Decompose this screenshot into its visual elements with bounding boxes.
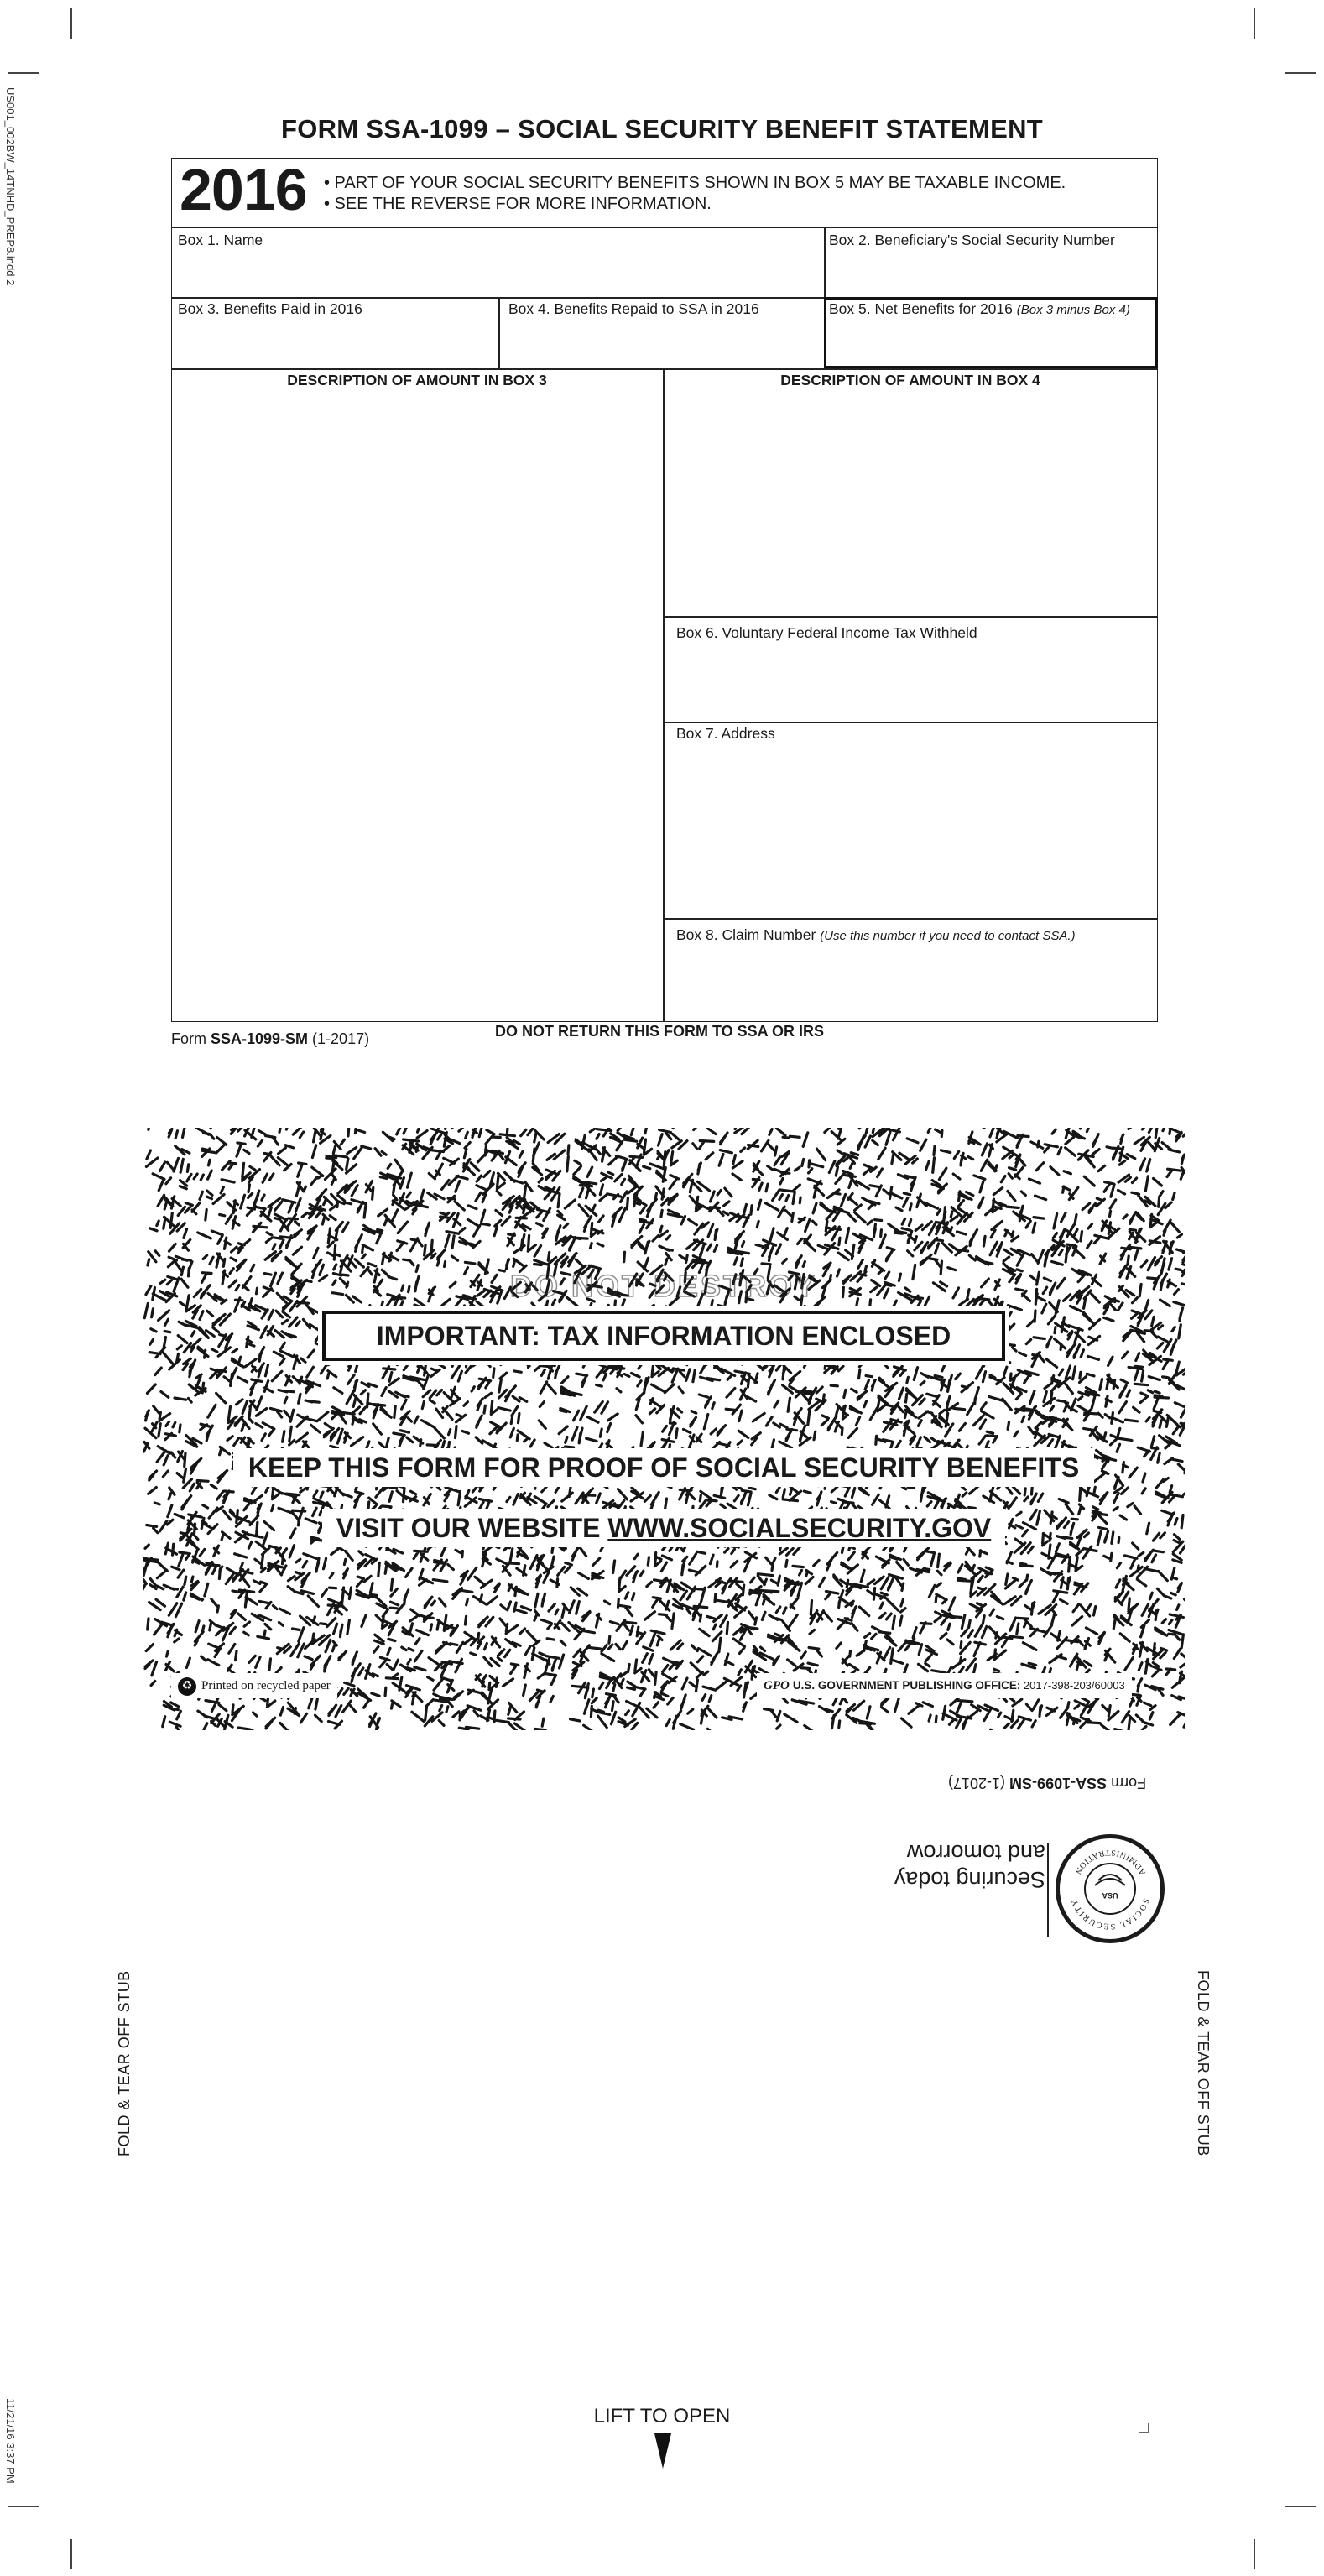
ssa-seal-icon <box>1056 1834 1165 1943</box>
box5-note: (Box 3 minus Box 4) <box>1016 303 1130 317</box>
ghost-text: DO NOT DESTROY <box>509 1269 818 1303</box>
divider <box>498 297 500 369</box>
form-title: FORM SSA-1099 – SOCIAL SECURITY BENEFIT STATEMENT <box>280 114 1044 143</box>
important-banner: IMPORTANT: TAX INFORMATION ENCLOSED <box>322 1311 1005 1361</box>
divider <box>663 616 1158 618</box>
ssa-tagline <box>894 1839 1045 1893</box>
box1-label: Box 1. Name <box>178 232 263 248</box>
box5-label <box>829 300 1130 318</box>
gpo-logo: GPO <box>764 1679 790 1692</box>
fold-label-right: FOLD & TEAR OFF STUB <box>1195 1970 1212 2156</box>
crop-mark <box>70 2539 72 2569</box>
divider <box>663 368 665 1022</box>
stub-form-id <box>948 1774 1146 1791</box>
desc-box3-header: DESCRIPTION OF AMOUNT IN BOX 3 <box>287 372 547 388</box>
fold-label-left: FOLD & TEAR OFF STUB <box>116 1970 133 2156</box>
visit-website-notice <box>322 1509 1005 1547</box>
desc-box4-header: DESCRIPTION OF AMOUNT IN BOX 4 <box>780 372 1040 388</box>
box7-label: Box 7. Address <box>676 725 775 742</box>
arrow-down-icon <box>654 2433 671 2469</box>
crop-mark <box>1254 8 1255 39</box>
tax-year: 2016 <box>180 157 307 222</box>
crop-mark <box>1254 2539 1255 2569</box>
seal-top-text: SOCIAL SECURITY <box>1069 1896 1151 1932</box>
seal-divider <box>1047 1843 1049 1937</box>
crop-mark <box>1285 72 1316 74</box>
form-id-footer <box>171 1030 369 1048</box>
divider <box>171 368 1158 370</box>
box3-label: Box 3. Benefits Paid in 2016 <box>178 300 362 317</box>
stub-form-number: SSA-1099-SM <box>1009 1775 1108 1791</box>
notice-line-1: • PART OF YOUR SOCIAL SECURITY BENEFITS SHOWN IN BOX 5 MAY BE TAXABLE INCOME. <box>324 174 1066 192</box>
divider <box>171 227 1158 228</box>
envelope-window <box>143 1128 1185 1730</box>
keep-form-notice: KEEP THIS FORM FOR PROOF OF SOCIAL SECURITY BENEFITS <box>233 1448 1094 1487</box>
visit-prefix: VISIT OUR WEBSITE <box>336 1513 608 1543</box>
form-id-prefix: Form <box>171 1030 211 1047</box>
security-pattern <box>143 1128 1185 1730</box>
tagline-line-2: and tomorrow <box>906 1840 1045 1865</box>
svg-text:ADMINISTRATION <box>1072 1848 1148 1877</box>
gpo-imprint <box>757 1673 1132 1698</box>
gpo-code: 2017-398-203/60003 <box>1020 1679 1125 1692</box>
stub-form-prefix: Form <box>1107 1775 1147 1791</box>
file-slug: US001_002BW_14TNHD_PREP8.indd 2 <box>4 87 17 286</box>
crop-mark <box>1285 2506 1316 2507</box>
seal-bottom-text: ADMINISTRATION <box>1071 1847 1149 1877</box>
box8-label <box>676 926 1076 944</box>
recycle-icon: ♻ <box>178 1677 196 1696</box>
divider <box>663 918 1158 920</box>
box8-text: Box 8. Claim Number <box>676 926 816 943</box>
seal-center-text: USA <box>1102 1891 1118 1900</box>
box5-text: Box 5. Net Benefits for 2016 <box>829 300 1013 317</box>
tagline-line-1: Securing today <box>894 1867 1045 1892</box>
stub-form-rev: (1-2017) <box>948 1775 1010 1791</box>
box2-label: Box 2. Beneficiary's Social Security Number <box>829 232 1115 248</box>
box6-label: Box 6. Voluntary Federal Income Tax Withheld <box>676 624 977 641</box>
lift-to-open-label: LIFT TO OPEN <box>593 2405 731 2427</box>
notice-line-2: • SEE THE REVERSE FOR MORE INFORMATION. <box>324 195 712 213</box>
form-id: SSA-1099-SM <box>211 1030 309 1047</box>
divider <box>663 722 1158 723</box>
recycled-paper-note <box>171 1673 337 1698</box>
do-not-return-notice: DO NOT RETURN THIS FORM TO SSA OR IRS <box>495 1023 825 1040</box>
form-frame <box>171 158 1158 1022</box>
date-slug: 11/21/16 3:37 PM <box>4 2398 17 2484</box>
form-notice <box>324 173 1066 215</box>
website-link[interactable]: WWW.SOCIALSECURITY.GOV <box>607 1513 992 1543</box>
crop-mark <box>8 2506 39 2507</box>
form-rev: (1-2017) <box>308 1030 370 1047</box>
recycled-text: Printed on recycled paper <box>201 1679 331 1692</box>
box4-label: Box 4. Benefits Repaid to SSA in 2016 <box>508 300 759 317</box>
box8-note: (Use this number if you need to contact SSA.) <box>820 929 1076 943</box>
crop-mark <box>70 8 72 39</box>
gpo-label: U.S. GOVERNMENT PUBLISHING OFFICE: <box>792 1679 1021 1692</box>
crop-mark <box>8 72 39 74</box>
